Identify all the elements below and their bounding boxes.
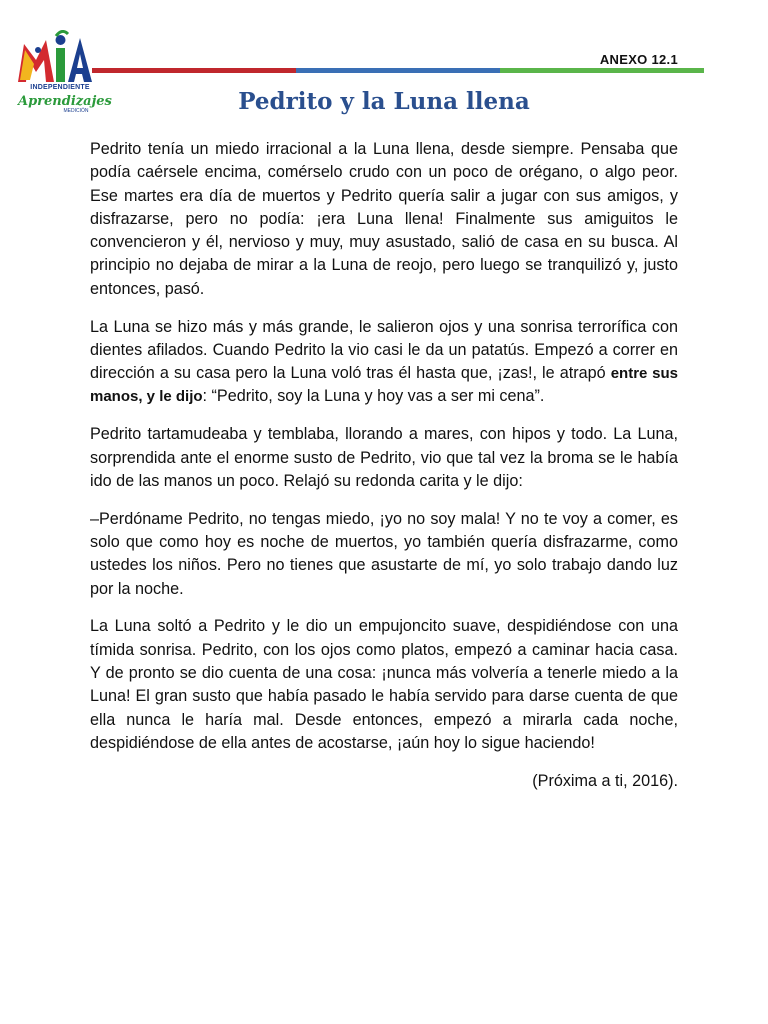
paragraph-2-start: La Luna se hizo más y más grande, le salieron ojos y una sonrisa terrorífica con dientes afilados. Cuando Pedrito la vio casi le da un patatús. Empezó a correr en dirección a su casa pero la Luna voló tras él hasta que, ¡zas!, le atrapó xyxy=(90,317,678,383)
citation: (Próxima a ti, 2016). xyxy=(532,771,678,790)
logo-line3: Aprendizajes xyxy=(18,94,112,109)
logo-line1: MEDICIÓN xyxy=(63,108,89,114)
document-title: Pedrito y la Luna llena xyxy=(238,88,530,115)
paragraph-3: Pedrito tartamudeaba y temblaba, llorando a mares, con hipos y todo. La Luna, sorprendida ante el enorme susto de Pedrito, vio que tal vez la broma se le había ido de las manos un poco. Relajó su redonda carita y le dijo: xyxy=(90,425,678,490)
rule-red-segment xyxy=(92,68,296,73)
paragraph-2-end: : “Pedrito, soy la Luna y hoy vas a ser mi cena”. xyxy=(202,387,545,406)
header-rule xyxy=(92,68,704,73)
paragraph-5: La Luna soltó a Pedrito y le dio un empujoncito suave, despidiéndose con una tímida sonrisa. Pedrito, con los ojos como platos, empezó a caminar hacia casa. Y de pronto se dio cuenta de una cosa: ¡nunca más volvería a tenerle miedo a la Luna! El gran susto que había pasado le había servido para darse cuenta de que ella nunca le haría mal. Desde entonces, empezó a mirarla cada noche, despidiéndose de ella antes de acostarse, ¡aún hoy lo sigue haciendo! xyxy=(90,617,678,752)
paragraph-2 xyxy=(90,316,678,409)
rule-green-segment xyxy=(500,68,704,73)
paragraph-4: –Perdóname Pedrito, no tengas miedo, ¡yo no soy mala! Y no te voy a comer, es solo que como hoy es noche de muertos, yo también quería disfrazarme, como ustedes los niños. Pero no tienes que asustarte de mí, yo solo trabajo dando luz por la noche. xyxy=(90,509,678,598)
paragraph-2-bold: entre sus manos, y le dijo xyxy=(90,365,678,406)
story-body xyxy=(90,138,678,807)
annex-label: ANEXO 12.1 xyxy=(599,52,678,67)
paragraph-1: Pedrito tenía un miedo irracional a la Luna llena, desde siempre. Pensaba que podía caérsele encima, comérselo crudo con un poco de orégano, o algo peor. Ese martes era día de muertos y Pedrito quería salir a jugar con sus amigos, y disfrazarse, pero no podía: ¡era Luna llena! Finalmente sus amiguitos le convencieron y él, nervioso y muy, muy asustado, salió de casa en su busca. Al principio no dejaba de mirar a la Luna de reojo, pero luego se tranquilizó y, justo entonces, pasó. xyxy=(90,140,678,298)
logo-line2: INDEPENDIENTE xyxy=(30,84,90,91)
mia-logo-mark xyxy=(16,30,100,86)
rule-blue-segment xyxy=(296,68,500,73)
